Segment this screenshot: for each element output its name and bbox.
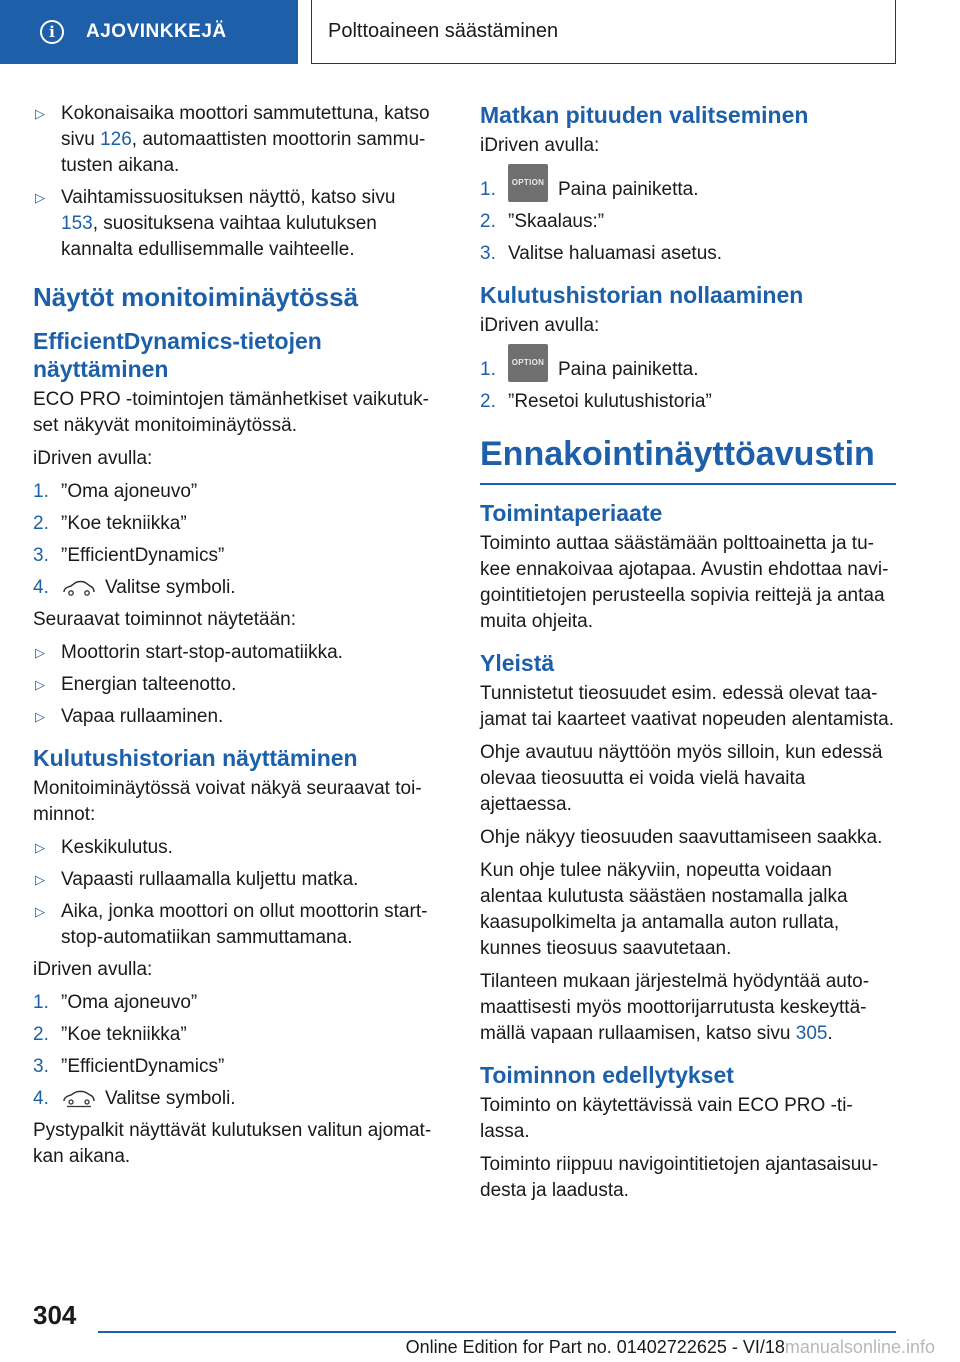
heading-general: Yleistä [480, 650, 555, 676]
shown-intro: Seuraavat toiminnot näytetään: [33, 609, 297, 630]
chapter-label: AJOVINKKEJÄ [86, 21, 227, 42]
edition-text: Online Edition for Part no. 01402722625 - VI/18 [405, 1337, 785, 1357]
steps-list [480, 177, 896, 267]
general-text: Tilanteen mukaan järjestelmä hyödyntää automaattisesti myös moottorijarrutusta keskeyttämällä vapaan rullaamisen, katso sivu 305. [480, 971, 870, 1044]
idrive-label: iDriven avulla: [480, 315, 600, 336]
triangle-bullet-icon: ▷ [35, 709, 45, 724]
section-title: Polttoaineen säästäminen [311, 0, 896, 64]
list-item: 2. ”Resetoi kulutushistoria” [480, 391, 712, 412]
heading-monitor: Näytöt monitoiminäytössä [33, 282, 359, 312]
list-item: ▷ Vapaa rullaaminen. [33, 704, 437, 730]
list-item: 3. ”EfficientDynamics” [33, 545, 225, 566]
bars-text: Pystypalkit näyttävät kulutuksen valitun ajomatkan aikana. [33, 1120, 432, 1167]
bullet-list-shown [33, 640, 437, 730]
steps-list [480, 357, 896, 415]
list-item: ▷ Energian talteenotto. [33, 672, 437, 698]
triangle-bullet-icon: ▷ [35, 840, 45, 855]
conditions-text: Toiminto on käytettävissä vain ECO PRO -tilassa. [480, 1095, 853, 1142]
heading-conditions: Toiminnon edellytykset [480, 1062, 734, 1088]
heading-history: Kulutushistorian näyttäminen [33, 745, 358, 771]
right-column [480, 101, 896, 1211]
page-link[interactable]: 126 [100, 129, 132, 150]
general-text: Ohje näkyy tieosuuden saavuttamiseen saakka. [480, 827, 883, 848]
heading-assistant: Ennakointinäyttöavustin [480, 431, 896, 485]
conditions-text: Toiminto riippuu navigointitietojen ajantasaisuudesta ja laadusta. [480, 1154, 879, 1201]
list-item: 1. ”Oma ajoneuvo” [33, 481, 198, 502]
triangle-bullet-icon: ▷ [35, 677, 45, 692]
heading-length: Matkan pituuden valitseminen [480, 102, 809, 128]
option-button-icon[interactable]: OPTION [508, 164, 548, 202]
list-item: ▷ Aika, jonka moottori on ollut moottorin start-stop-automatiikan sammuttamana. [35, 901, 428, 948]
history-text: Monitoiminäytössä voivat näkyä seuraavat toiminnot: [33, 778, 422, 825]
page-link[interactable]: 153 [61, 213, 93, 234]
general-text: Tunnistetut tieosuudet esim. edessä olevat taajamat tai kaarteet vaativat nopeuden alentamista. [480, 683, 895, 730]
idrive-label: iDriven avulla: [33, 959, 153, 980]
list-item: 1. OPTION Paina painiketta. [480, 177, 896, 203]
list-item: ▷ Kokonaisaika moottori sammutettuna, katso sivu 126, automaattisten moottorin sammutusten aikana. [35, 103, 430, 176]
triangle-bullet-icon: ▷ [35, 872, 45, 887]
info-icon: i [40, 20, 64, 44]
chapter-tab[interactable] [0, 0, 298, 64]
option-button-icon[interactable]: OPTION [508, 344, 548, 382]
list-item: ▷ Vaihtamissuosituksen näyttö, katso sivu 153, suosituksena vaihtaa kulutuksen kannalta edullisemmalle vaihteelle. [35, 187, 396, 260]
triangle-bullet-icon: ▷ [35, 645, 45, 660]
bullet-list-history [33, 835, 437, 951]
page-link[interactable]: 305 [795, 1023, 828, 1044]
heading-efficient: EfficientDynamics-tietojen näyttäminen [33, 328, 322, 382]
list-item: 1. ”Oma ajoneuvo” [33, 992, 198, 1013]
heading-principle: Toimintaperiaate [480, 500, 663, 526]
principle-text: Toiminto auttaa säästämään polttoainetta ja tukee ennakoivaa ajotapaa. Avustin ehdottaa navigointitietojen perusteella sopivia reittejä ja antaa muita ohjeita. [480, 533, 889, 632]
page-number: 304 [33, 1300, 77, 1330]
eco-text: ECO PRO -toimintojen tämänhetkiset vaikutukset näkyvät monitoiminäytössä. [33, 389, 429, 436]
steps-list [33, 479, 437, 601]
general-text: Kun ohje tulee näkyviin, nopeutta voidaan alentaa kulutusta säästäen nostamalla jalka kaasupolkimelta ja antamalla auton rullata, kunnes tieosuus saavutetaan. [480, 860, 848, 959]
watermark: manualsonline.info [784, 1337, 935, 1357]
general-text: Ohje avautuu näyttöön myös silloin, kun edessä olevaa tieosuutta ei voida vielä havaita ajettaessa. [480, 742, 883, 815]
list-item: 2. ”Koe tekniikka” [33, 513, 187, 534]
footer-edition [0, 1333, 960, 1362]
triangle-bullet-icon: ▷ [35, 190, 45, 205]
heading-reset: Kulutushistorian nollaaminen [480, 282, 804, 308]
list-item: ▷ Keskikulutus. [33, 835, 437, 861]
triangle-bullet-icon: ▷ [35, 904, 45, 919]
car-symbol-icon [61, 579, 97, 597]
list-item: 4. Valitse symboli. [33, 577, 236, 598]
list-item: ▷ Vapaasti rullaamalla kuljettu matka. [33, 867, 437, 893]
car-history-symbol-icon [61, 1090, 97, 1108]
left-column [33, 101, 437, 1177]
list-item: 4. Valitse symboli. [33, 1088, 236, 1109]
idrive-label: iDriven avulla: [480, 135, 600, 156]
list-item: 2. ”Koe tekniikka” [33, 1024, 187, 1045]
list-item: 3. Valitse haluamasi asetus. [480, 243, 723, 264]
list-item: 3. ”EfficientDynamics” [33, 1056, 225, 1077]
idrive-label: iDriven avulla: [33, 448, 153, 469]
list-item: 2. ”Skaalaus:” [480, 211, 605, 232]
list-item: ▷ Moottorin start-stop-automatiikka. [33, 640, 437, 666]
steps-list [33, 990, 437, 1112]
list-item: 1. OPTION Paina painiketta. [480, 357, 896, 383]
bullet-list-top [33, 101, 437, 263]
triangle-bullet-icon: ▷ [35, 106, 45, 121]
